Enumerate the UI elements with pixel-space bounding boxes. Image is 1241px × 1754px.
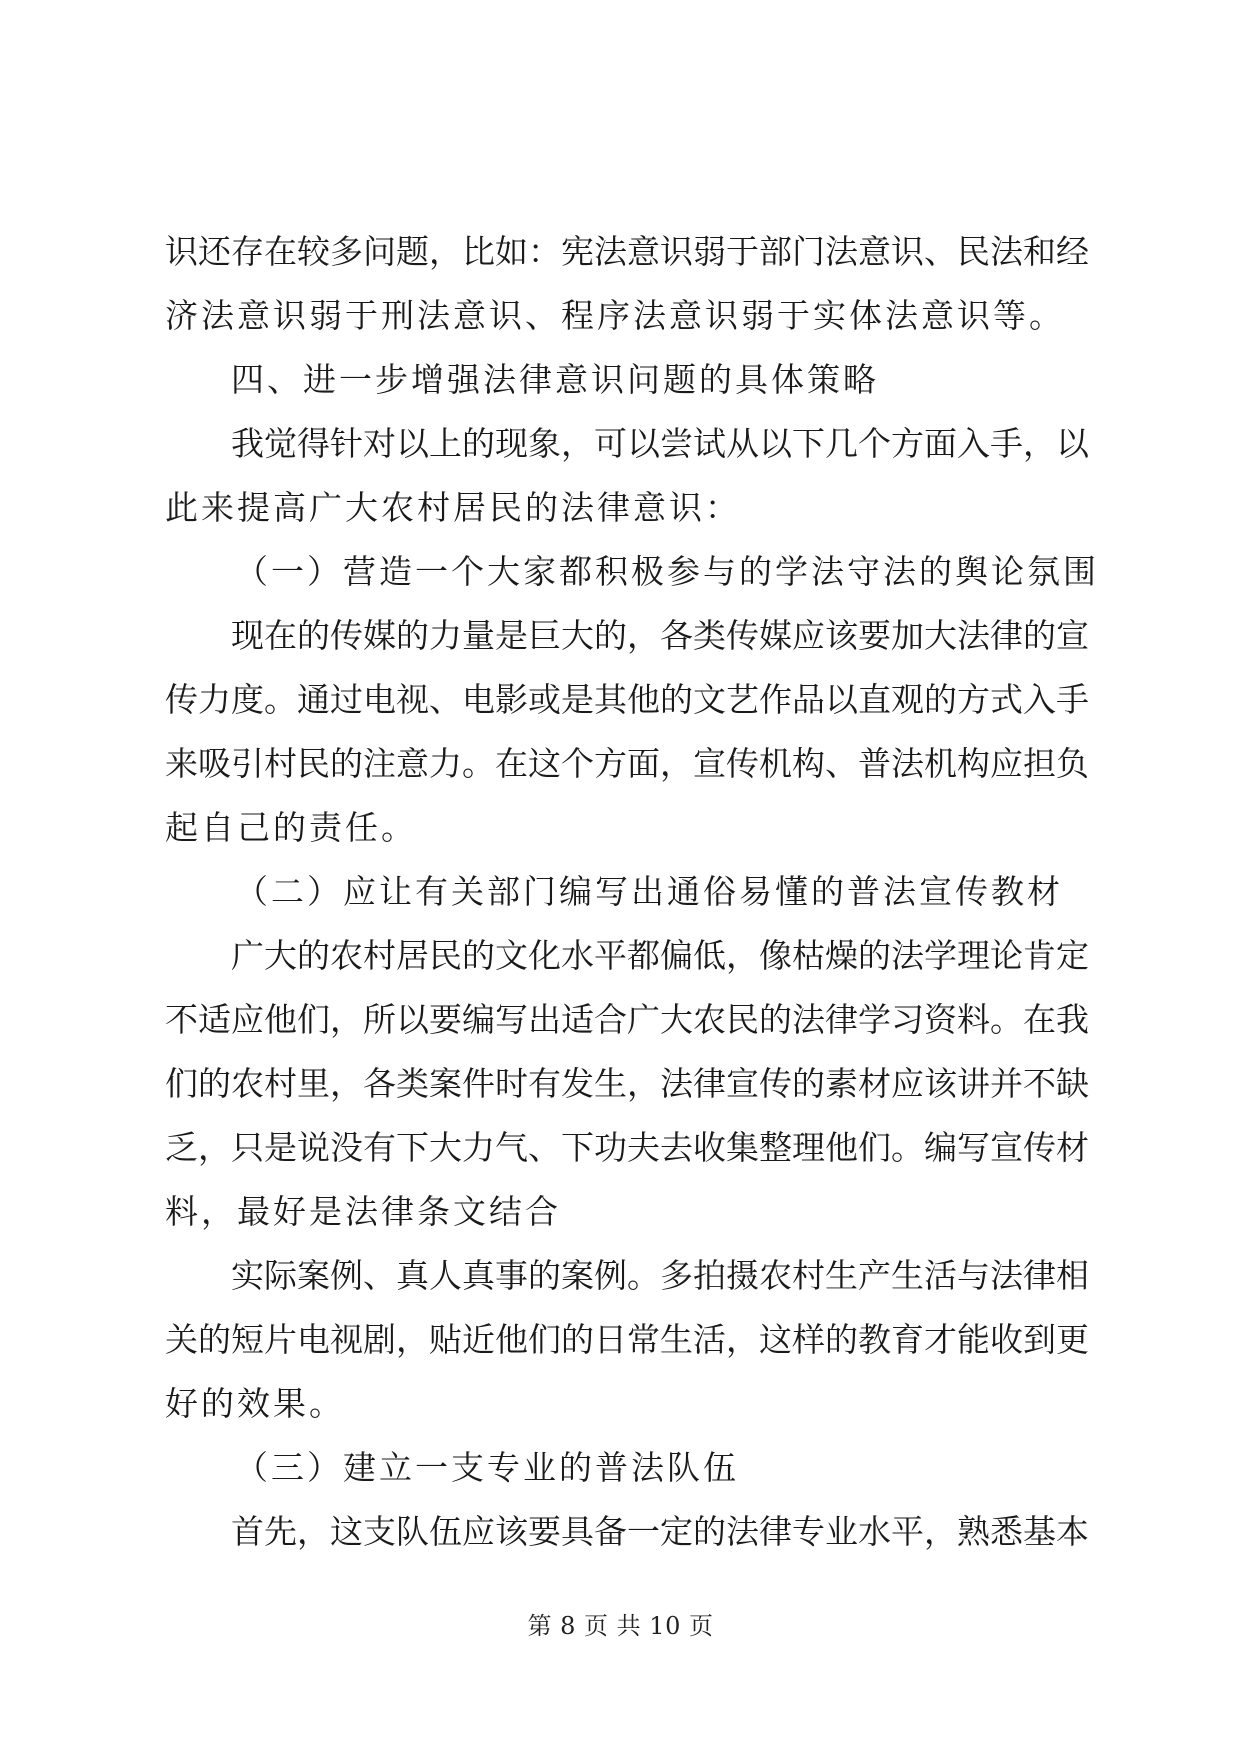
text-line: 识还存在较多问题，比如：宪法意识弱于部门法意识、民法和经	[165, 232, 1089, 271]
subsection-heading: （三）建立一支专业的普法队伍	[235, 1448, 739, 1487]
section-heading: 四、进一步增强法律意识问题的具体策略	[231, 360, 879, 399]
subsection-heading: （一）营造一个大家都积极参与的学法守法的舆论氛围	[235, 552, 1099, 591]
text-line: 不适应他们，所以要编写出适合广大农民的法律学习资料。在我	[165, 1000, 1089, 1039]
text-line: 我觉得针对以上的现象，可以尝试从以下几个方面入手，以	[231, 424, 1089, 463]
text-line: 起自己的责任。	[165, 808, 417, 847]
text-line: 济法意识弱于刑法意识、程序法意识弱于实体法意识等。	[165, 296, 1065, 335]
text-line: 实际案例、真人真事的案例。多拍摄农村生产生活与法律相	[231, 1256, 1089, 1295]
text-line: 首先，这支队伍应该要具备一定的法律专业水平，熟悉基本	[231, 1512, 1089, 1551]
text-line: 乏，只是说没有下大力气、下功夫去收集整理他们。编写宣传材	[165, 1128, 1089, 1167]
text-line: 现在的传媒的力量是巨大的，各类传媒应该要加大法律的宣	[231, 616, 1089, 655]
text-line: 来吸引村民的注意力。在这个方面，宣传机构、普法机构应担负	[165, 744, 1089, 783]
text-line: 此来提高广大农村居民的法律意识：	[165, 488, 741, 527]
text-line: 传力度。通过电视、电影或是其他的文艺作品以直观的方式入手	[165, 680, 1089, 719]
text-line: 料，最好是法律条文结合	[165, 1192, 561, 1231]
page-number-footer: 第 8 页 共 10 页	[527, 1612, 714, 1640]
text-line: 好的效果。	[165, 1384, 345, 1423]
text-line: 广大的农村居民的文化水平都偏低，像枯燥的法学理论肯定	[231, 936, 1089, 975]
document-body	[165, 220, 1099, 1564]
text-line: 关的短片电视剧，贴近他们的日常生活，这样的教育才能收到更	[165, 1320, 1089, 1359]
text-line: 们的农村里，各类案件时有发生，法律宣传的素材应该讲并不缺	[165, 1064, 1089, 1103]
subsection-heading: （二）应让有关部门编写出通俗易懂的普法宣传教材	[235, 872, 1063, 911]
